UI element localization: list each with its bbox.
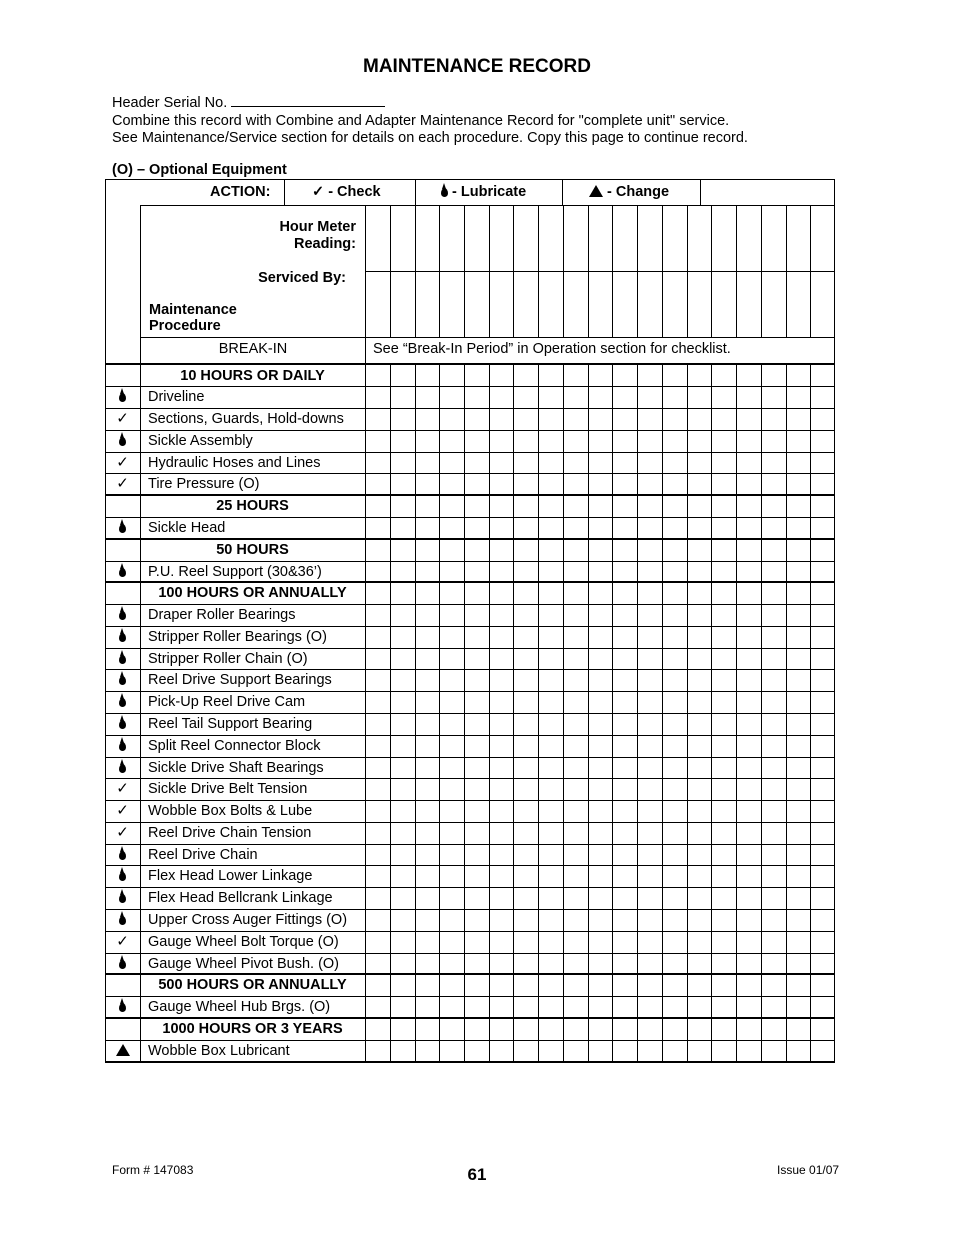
procedure-item: Wobble Box Bolts & Lube bbox=[148, 803, 313, 820]
header-grid-line bbox=[464, 205, 465, 337]
maintenance-procedure-label: Maintenance Procedure bbox=[149, 302, 237, 334]
section-header: 50 HOURS bbox=[216, 541, 289, 558]
lubricate-drop-icon bbox=[105, 627, 140, 647]
maintenance-table bbox=[105, 179, 835, 1062]
procedure-item: Wobble Box Lubricant bbox=[148, 1042, 290, 1059]
procedure-item: P.U. Reel Support (30&36’) bbox=[148, 563, 322, 580]
check-icon: ✓ bbox=[116, 780, 129, 798]
action-label: ACTION: bbox=[210, 184, 271, 200]
lubricate-drop-icon bbox=[105, 692, 140, 712]
check-icon: ✓ bbox=[312, 184, 325, 200]
procedure-item: Sections, Guards, Hold-downs bbox=[148, 411, 344, 428]
lubricate-drop-icon bbox=[105, 714, 140, 734]
row-divider bbox=[105, 386, 835, 387]
optional-equipment-note: (O) – Optional Equipment bbox=[112, 162, 287, 178]
check-icon: ✓ bbox=[116, 823, 129, 841]
section-header: 1000 HOURS OR 3 YEARS bbox=[162, 1020, 343, 1037]
lubricate-drop-icon bbox=[105, 758, 140, 778]
serial-row bbox=[112, 94, 748, 113]
form-number: Form # 147083 bbox=[112, 1163, 194, 1177]
page-title: MAINTENANCE RECORD bbox=[363, 56, 591, 77]
intro-line-1: Combine this record with Combine and Adapter Maintenance Record for "complete unit" service. bbox=[112, 112, 730, 129]
procedure-item: Hydraulic Hoses and Lines bbox=[148, 454, 321, 471]
header-grid-line bbox=[563, 205, 564, 337]
lubricate-drop-icon bbox=[105, 387, 140, 407]
lubricate-drop-icon bbox=[105, 910, 140, 930]
action-cell-divider bbox=[562, 179, 563, 206]
header-bottom bbox=[140, 337, 835, 338]
lubricate-drop-icon bbox=[105, 431, 140, 451]
header-grid-line bbox=[538, 205, 539, 337]
header-grid-line bbox=[736, 205, 737, 337]
serial-label: Header Serial No. bbox=[112, 95, 228, 111]
lubricate-drop-icon bbox=[441, 188, 448, 197]
procedure-item: Driveline bbox=[148, 389, 205, 406]
lubricate-drop-icon bbox=[105, 518, 140, 538]
procedure-item: Pick-Up Reel Drive Cam bbox=[148, 694, 306, 711]
procedure-item: Reel Tail Support Bearing bbox=[148, 716, 313, 732]
lubricate-drop-icon bbox=[105, 888, 140, 908]
header-grid-line bbox=[687, 205, 688, 337]
procedure-item: Gauge Wheel Pivot Bush. (O) bbox=[148, 955, 339, 972]
lubricate-drop-icon bbox=[105, 997, 140, 1017]
check-icon: ✓ bbox=[116, 410, 129, 428]
procedure-item: Gauge Wheel Bolt Torque (O) bbox=[148, 933, 339, 950]
section-header: 10 HOURS OR DAILY bbox=[180, 367, 325, 384]
header-grid-line bbox=[390, 205, 391, 337]
header-grid-line bbox=[637, 205, 638, 337]
procedure-item: Gauge Wheel Hub Brgs. (O) bbox=[148, 999, 331, 1016]
break-in-label: BREAK-IN bbox=[218, 341, 288, 357]
row-divider bbox=[105, 1062, 835, 1063]
lubricate-drop-icon bbox=[105, 670, 140, 690]
section-header: 25 HOURS bbox=[216, 498, 289, 515]
issue-date: Issue 01/07 bbox=[777, 1163, 840, 1177]
break-in-divider bbox=[365, 337, 366, 365]
change-triangle-icon bbox=[589, 185, 603, 197]
action-cell-divider bbox=[415, 179, 416, 206]
check-icon: ✓ bbox=[116, 453, 129, 471]
lubricate-drop-icon bbox=[105, 845, 140, 865]
procedure-item: Flex Head Lower Linkage bbox=[148, 868, 313, 885]
header-grid-line bbox=[513, 205, 514, 337]
header-grid-line bbox=[588, 205, 589, 337]
lubricate-drop-icon bbox=[105, 562, 140, 582]
serviced-by-label: Serviced By: bbox=[258, 270, 346, 286]
procedure-item: Split Reel Connector Block bbox=[148, 737, 321, 754]
header-grid-line bbox=[439, 205, 440, 337]
section-header: 100 HOURS OR ANNUALLY bbox=[158, 585, 347, 602]
procedure-item: Upper Cross Auger Fittings (O) bbox=[148, 912, 348, 928]
check-icon: ✓ bbox=[116, 932, 129, 950]
legend-lubricate: - Lubricate bbox=[441, 182, 526, 202]
legend-change: - Change bbox=[589, 182, 669, 202]
procedure-item: Reel Drive Chain Tension bbox=[148, 824, 312, 841]
hour-meter-label: Hour Meter Reading: bbox=[279, 219, 356, 252]
lubricate-drop-icon bbox=[105, 649, 140, 669]
header-grid-line bbox=[761, 205, 762, 337]
icon-column-border bbox=[140, 205, 141, 1062]
check-icon: ✓ bbox=[116, 475, 129, 493]
header-grid-line bbox=[489, 205, 490, 337]
legend-check: ✓ - Check bbox=[312, 184, 381, 200]
header-grid-line bbox=[662, 205, 663, 337]
page-number: 61 bbox=[467, 1165, 487, 1184]
procedure-item: Sickle Assembly bbox=[148, 432, 253, 449]
procedure-item: Reel Drive Chain bbox=[148, 846, 258, 863]
procedure-item: Tire Pressure (O) bbox=[148, 476, 260, 493]
procedure-item: Flex Head Bellcrank Linkage bbox=[148, 890, 333, 907]
lubricate-drop-icon bbox=[105, 605, 140, 625]
lubricate-drop-icon bbox=[105, 866, 140, 886]
header-grid-line bbox=[612, 205, 613, 337]
change-triangle-icon bbox=[105, 1041, 140, 1061]
procedure-item: Reel Drive Support Bearings bbox=[148, 672, 332, 689]
procedure-item: Sickle Drive Belt Tension bbox=[148, 781, 308, 798]
procedure-item: Sickle Head bbox=[148, 520, 226, 536]
lubricate-drop-icon bbox=[105, 954, 140, 974]
section-header: 500 HOURS OR ANNUALLY bbox=[158, 977, 347, 994]
header-grid-line bbox=[786, 205, 787, 337]
procedure-item: Sickle Drive Shaft Bearings bbox=[148, 759, 324, 776]
action-cell-divider bbox=[284, 179, 285, 206]
header-grid-line bbox=[810, 205, 811, 337]
header-grid-line bbox=[711, 205, 712, 337]
header-grid-line bbox=[415, 205, 416, 337]
procedure-item: Draper Roller Bearings bbox=[148, 607, 296, 624]
procedure-item: Stripper Roller Bearings (O) bbox=[148, 628, 327, 645]
procedure-item: Stripper Roller Chain (O) bbox=[148, 650, 308, 667]
action-cell-divider bbox=[700, 179, 701, 206]
check-icon: ✓ bbox=[116, 802, 129, 820]
break-in-note: See “Break-In Period” in Operation section for checklist. bbox=[373, 341, 731, 357]
serial-number-blank[interactable] bbox=[231, 94, 385, 107]
lubricate-drop-icon bbox=[105, 736, 140, 756]
reading-divider bbox=[365, 271, 835, 272]
intro-text bbox=[112, 94, 748, 148]
intro-line-2: See Maintenance/Service section for details on each procedure. Copy this page to continue record. bbox=[112, 130, 748, 146]
